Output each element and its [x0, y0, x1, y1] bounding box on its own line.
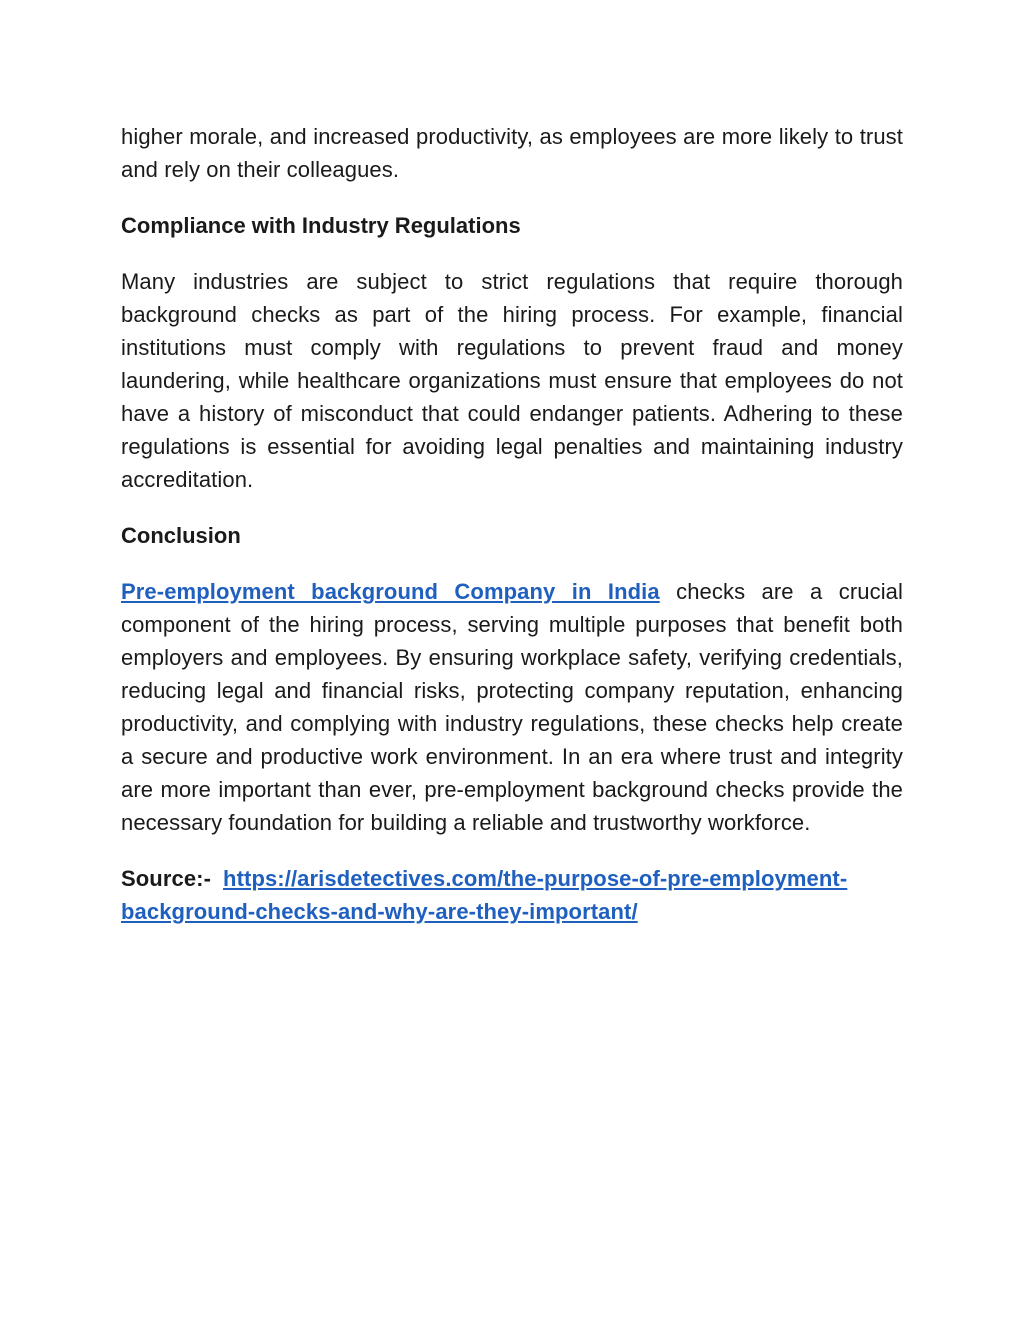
conclusion-paragraph [121, 575, 903, 839]
compliance-heading: Compliance with Industry Regulations [121, 213, 521, 238]
conclusion-heading: Conclusion [121, 523, 241, 548]
source-label: Source:- [121, 866, 212, 891]
document-page [121, 120, 903, 928]
source-line [121, 862, 903, 928]
source-link[interactable]: https://arisdetectives.com/the-purpose-of-pre-employment-background-checks-and-why-are-they-important/ [121, 866, 848, 924]
intro-paragraph: higher morale, and increased productivity, as employees are more likely to trust and rely on their colleagues. [121, 124, 903, 182]
company-link[interactable]: Pre-employment background Company in India [121, 579, 660, 604]
compliance-paragraph: Many industries are subject to strict regulations that require thorough background checks as part of the hiring process. For example, financial institutions must comply with regulations to prevent fraud and money laundering, while healthcare organizations must ensure that employees do not have a history of misconduct that could endanger patients. Adhering to these regulations is essential for avoiding legal penalties and maintaining industry accreditation. [121, 269, 903, 492]
conclusion-paragraph-text: checks are a crucial component of the hiring process, serving multiple purposes that benefit both employers and employees. By ensuring workplace safety, verifying credentials, reducing legal and financial risks, protecting company reputation, enhancing productivity, and complying with industry regulations, these checks help create a secure and productive work environment. In an era where trust and integrity are more important than ever, pre-employment background checks provide the necessary foundation for building a reliable and trustworthy workforce. [121, 579, 903, 835]
